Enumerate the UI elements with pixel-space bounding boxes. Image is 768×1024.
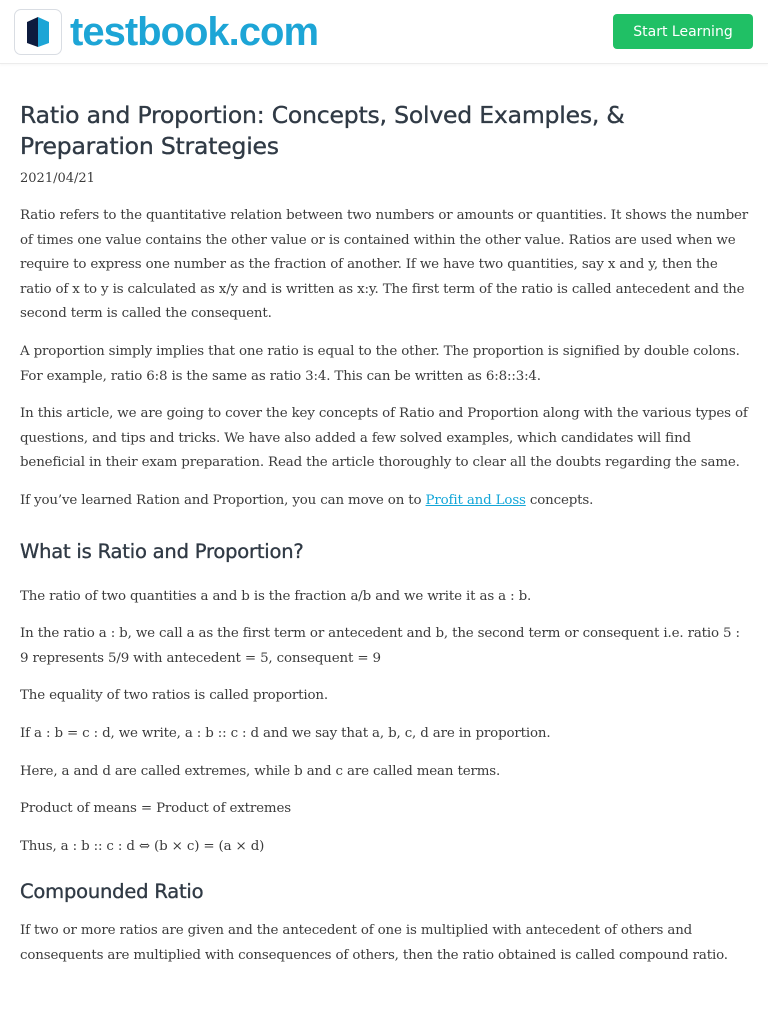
next-topic-text-end: concepts. [525,492,594,508]
intro-paragraph: In this article, we are going to cover the key concepts of Ratio and Proportion along with the various types of questions, and tips and tricks. We have also added a few solved examples, which candidates will find beneficial in their exam preparation. Read the article thoroughly to clear all the doubts regarding the same. [20,406,748,471]
section-paragraph: Thus, a : b :: c : d ⇔ (b × c) = (a × d) [20,838,265,854]
next-topic-text: If you’ve learned Ration and Proportion, you can move on to [20,492,426,508]
testbook-logo-icon [14,9,62,55]
section-paragraph: Product of means = Product of extremes [20,801,291,817]
section-paragraph: Here, a and d are called extremes, while b and c are called mean terms. [20,763,501,779]
intro-paragraph: A proportion simply implies that one ratio is equal to the other. The proportion is signified by double colons. For example, ratio 6:8 is the same as ratio 3:4. This can be written as 6:8::3:4. [20,343,740,384]
section-paragraph: If two or more ratios are given and the antecedent of one is multiplied with antecedent of others and consequents are multiplied with consequences of others, then the ratio obtained is called compound ratio. [20,923,728,963]
profit-and-loss-link[interactable]: Profit and Loss [425,492,526,508]
section-paragraph: The ratio of two quantities a and b is the fraction a/b and we write it as a : b. [20,588,532,604]
site-header [0,0,768,64]
intro-paragraph: Ratio refers to the quantitative relation between two numbers or amounts or quantities. It shows the number of times one value contains the other value or is contained within the other value. Ratios are used when we require to express one number as the fraction of another. If we have two quantities, say x and y, then the ratio of x to y is calculated as x/y and is written as x:y. The first term of the ratio is called antecedent and the second term is called the consequent. [20,208,749,322]
section-heading-compounded-ratio: Compounded Ratio [20,880,204,904]
logo-text: testbook.com [70,10,319,54]
section-paragraph: The equality of two ratios is called proportion. [20,688,328,704]
article-content [20,100,750,968]
start-learning-button[interactable]: Start Learning [613,14,753,49]
next-topic-paragraph [20,489,750,514]
section-paragraph: If a : b = c : d, we write, a : b :: c : d and we say that a, b, c, d are in proportion. [20,725,551,741]
article-date: 2021/04/21 [20,171,95,186]
section-paragraph: In the ratio a : b, we call a as the first term or antecedent and b, the second term or consequent i.e. ratio 5 : 9 represents 5/9 with antecedent = 5, consequent = 9 [20,626,740,666]
site-logo[interactable] [14,9,318,55]
section-heading-what-is-ratio: What is Ratio and Proportion? [20,539,304,563]
article-title: Ratio and Proportion: Concepts, Solved Examples, & Preparation Strategies [20,101,625,160]
